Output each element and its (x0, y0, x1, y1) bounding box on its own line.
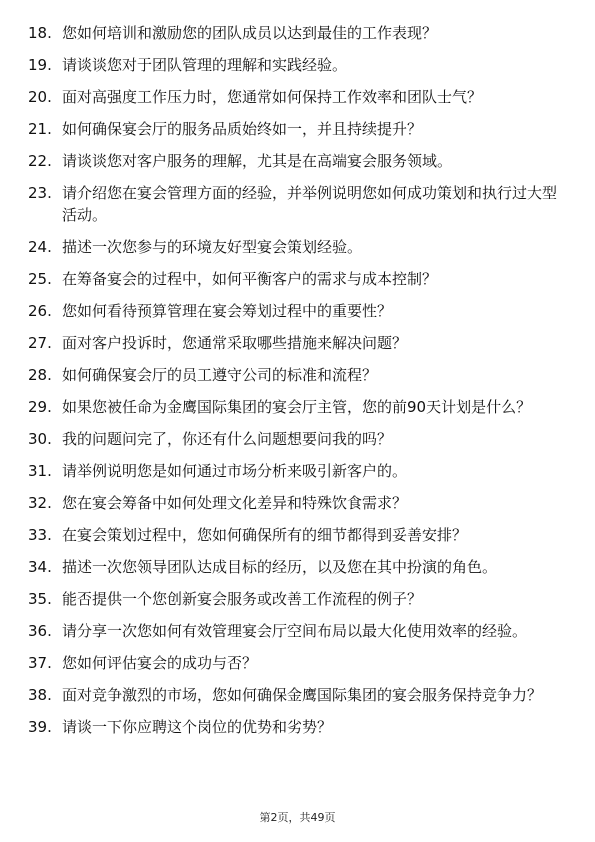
question-text: 面对竞争激烈的市场，您如何确保金鹰国际集团的宴会服务保持竞争力？ (62, 686, 543, 704)
question-item (0, 182, 595, 226)
question-text: 如何确保宴会厅的员工遵守公司的标准和流程？ (62, 366, 378, 384)
question-text: 如果您被任命为金鹰国际集团的宴会厅主管，您的前90天计划是什么？ (62, 398, 532, 416)
question-item (0, 22, 595, 44)
question-text: 描述一次您领导团队达成目标的经历，以及您在其中扮演的角色。 (62, 558, 498, 576)
question-number: 36. (28, 622, 52, 640)
question-text: 如何确保宴会厅的服务品质始终如一，并且持续提升？ (62, 120, 423, 138)
question-list (0, 22, 595, 738)
question-text: 请介绍您在宴会管理方面的经验，并举例说明您如何成功策划和执行过大型活动。 (62, 184, 558, 224)
question-text: 面对高强度工作压力时，您通常如何保持工作效率和团队士气？ (62, 88, 483, 106)
question-number: 26. (28, 302, 52, 320)
question-text: 您如何看待预算管理在宴会筹划过程中的重要性？ (62, 302, 393, 320)
question-text: 请举例说明您是如何通过市场分析来吸引新客户的。 (62, 462, 408, 480)
question-text: 我的问题问完了，你还有什么问题想要问我的吗？ (62, 430, 393, 448)
question-text: 请谈一下你应聘这个岗位的优势和劣势？ (62, 718, 333, 736)
question-number: 28. (28, 366, 52, 384)
question-item (0, 332, 595, 354)
question-number: 39. (28, 718, 52, 736)
question-item (0, 684, 595, 706)
question-text: 在宴会策划过程中，您如何确保所有的细节都得到妥善安排？ (62, 526, 468, 544)
question-text: 您如何评估宴会的成功与否？ (62, 654, 258, 672)
question-number: 33. (28, 526, 52, 544)
question-item (0, 460, 595, 482)
page-number-label: 第2页，共49页 (259, 811, 336, 824)
question-number: 38. (28, 686, 52, 704)
question-number: 35. (28, 590, 52, 608)
question-text: 您在宴会筹备中如何处理文化差异和特殊饮食需求？ (62, 494, 408, 512)
question-item (0, 300, 595, 322)
question-text: 您如何培训和激励您的团队成员以达到最佳的工作表现？ (62, 24, 438, 42)
question-item (0, 86, 595, 108)
question-number: 23. (28, 184, 52, 202)
question-item (0, 556, 595, 578)
question-item (0, 716, 595, 738)
question-text: 在筹备宴会的过程中，如何平衡客户的需求与成本控制？ (62, 270, 438, 288)
question-number: 20. (28, 88, 52, 106)
question-text: 请谈谈您对客户服务的理解，尤其是在高端宴会服务领域。 (62, 152, 453, 170)
question-text: 面对客户投诉时，您通常采取哪些措施来解决问题？ (62, 334, 408, 352)
question-number: 31. (28, 462, 52, 480)
question-item (0, 364, 595, 386)
question-number: 30. (28, 430, 52, 448)
question-item (0, 620, 595, 642)
question-number: 18. (28, 24, 52, 42)
question-item (0, 396, 595, 418)
question-text: 能否提供一个您创新宴会服务或改善工作流程的例子？ (62, 590, 423, 608)
question-number: 25. (28, 270, 52, 288)
question-item (0, 54, 595, 76)
question-text: 描述一次您参与的环境友好型宴会策划经验。 (62, 238, 363, 256)
question-item (0, 588, 595, 610)
question-item (0, 524, 595, 546)
question-number: 19. (28, 56, 52, 74)
question-item (0, 652, 595, 674)
question-number: 32. (28, 494, 52, 512)
question-number: 27. (28, 334, 52, 352)
question-text: 请谈谈您对于团队管理的理解和实践经验。 (62, 56, 348, 74)
question-item (0, 150, 595, 172)
question-number: 24. (28, 238, 52, 256)
question-number: 21. (28, 120, 52, 138)
question-text: 请分享一次您如何有效管理宴会厅空间布局以最大化使用效率的经验。 (62, 622, 528, 640)
question-item (0, 492, 595, 514)
question-number: 34. (28, 558, 52, 576)
question-item (0, 118, 595, 140)
question-item (0, 236, 595, 258)
question-number: 29. (28, 398, 52, 416)
question-number: 37. (28, 654, 52, 672)
question-item (0, 428, 595, 450)
question-number: 22. (28, 152, 52, 170)
page-footer (0, 809, 595, 825)
question-item (0, 268, 595, 290)
